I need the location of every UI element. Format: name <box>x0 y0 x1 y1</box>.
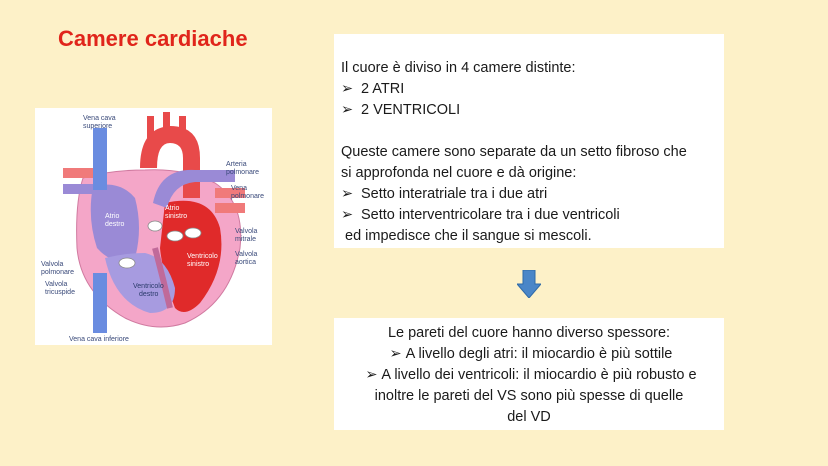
pulmonary-vein-left-2 <box>63 184 93 194</box>
label-valvola-tricuspide-1: Valvola <box>45 281 68 288</box>
box2-bullet-ventricoli-line3: del VD <box>507 409 551 425</box>
pulmonary-vein-2 <box>215 203 245 213</box>
label-valvola-aortica-1: Valvola <box>235 251 258 258</box>
valve-tricuspid <box>119 258 135 268</box>
box1-bullet-interatriale-text: Setto interatriale tra i due atri <box>361 186 548 202</box>
aorta-branch-2 <box>163 112 170 132</box>
aorta-branch-3 <box>179 116 186 136</box>
bullet-arrow-icon: ➢ <box>341 186 354 202</box>
box2-bullet-ventricoli-line2: inoltre le pareti del VS sono più spesse di quelle <box>374 388 684 404</box>
aorta-branch-1 <box>147 116 154 138</box>
heart-diagram-svg <box>35 108 272 345</box>
box1-bullet-interventricolare-text: Setto interventricolare tra i due ventricoli <box>361 207 620 223</box>
bullet-arrow-icon: ➢ <box>365 367 378 383</box>
heart-diagram <box>35 108 272 345</box>
chambers-text-box <box>334 34 724 248</box>
box1-bullet-interventricolare <box>341 205 714 226</box>
box1-bullet-atri <box>341 79 714 100</box>
vena-cava-inferior <box>93 273 107 333</box>
label-ventricolo-sinistro-2: sinistro <box>187 261 210 268</box>
label-vena-polmonare-1: Vena <box>231 185 247 192</box>
label-valvola-mitrale-1: Valvola <box>235 228 258 235</box>
label-ventricolo-sinistro-1: Ventricolo <box>187 253 218 260</box>
valve-pulmonary <box>148 221 162 231</box>
label-vena-polmonare-2: polmonare <box>231 193 265 200</box>
box2-bullet-ventricoli <box>340 365 718 386</box>
label-valvola-tricuspide-2: tricuspide <box>45 289 75 296</box>
down-arrow-icon <box>517 270 541 298</box>
label-atrio-sinistro-1: Atrio <box>165 205 180 212</box>
label-valvola-polmonare-2: polmonare <box>41 269 75 276</box>
label-valvola-aortica-2: aortica <box>235 259 257 266</box>
spacer <box>341 121 714 142</box>
box1-bullet-atri-text: 2 ATRI <box>361 81 405 97</box>
box2-bullet-ventricoli-text: A livello dei ventricoli: il miocardio è più robusto e <box>381 367 697 383</box>
box2-intro: Le pareti del cuore hanno diverso spessore: <box>387 325 671 341</box>
box1-para2: si approfonda nel cuore e dà origine: <box>341 165 577 181</box>
box1-intro: Il cuore è diviso in 4 camere distinte: <box>341 60 576 76</box>
label-arteria-polmonare-1: Arteria <box>226 161 247 168</box>
label-vena-cava-superiore-2: superiore <box>83 123 113 130</box>
bullet-arrow-icon: ➢ <box>341 207 354 223</box>
box1-bullet-interatriale <box>341 184 714 205</box>
label-atrio-sinistro-2: sinistro <box>165 213 188 220</box>
label-atrio-destro-2: destro <box>105 221 125 228</box>
pulmonary-vein-left-1 <box>63 168 93 178</box>
box1-closing: ed impedisce che il sangue si mescoli. <box>345 228 592 244</box>
box1-bullet-ventricoli-text: 2 VENTRICOLI <box>361 102 461 118</box>
label-aorta: Aorta <box>161 155 178 162</box>
box2-bullet-atri <box>340 344 718 365</box>
box1-bullet-ventricoli <box>341 100 714 121</box>
label-vena-cava-inferiore: Vena cava inferiore <box>69 336 129 343</box>
bullet-arrow-icon: ➢ <box>341 81 354 97</box>
label-atrio-destro-1: Atrio <box>105 213 120 220</box>
label-valvola-polmonare-1: Valvola <box>41 261 64 268</box>
valve-mitral <box>185 228 201 238</box>
label-ventricolo-destro-2: destro <box>139 291 159 298</box>
label-arteria-polmonare-2: polmonare <box>226 169 260 176</box>
box1-para1: Queste camere sono separate da un setto fibroso che <box>341 144 687 160</box>
label-vena-cava-superiore-1: Vena cava <box>83 115 116 122</box>
vena-cava-superior <box>93 128 107 190</box>
bullet-arrow-icon: ➢ <box>389 346 402 362</box>
valve-aortic <box>167 231 183 241</box>
label-valvola-mitrale-2: mitrale <box>235 236 257 243</box>
box2-bullet-atri-text: A livello degli atri: il miocardio è più sottile <box>405 346 673 362</box>
slide-title: Camere cardiache <box>58 26 248 51</box>
label-ventricolo-destro-1: Ventricolo <box>133 283 164 290</box>
bullet-arrow-icon: ➢ <box>341 102 354 118</box>
wall-thickness-box <box>334 318 724 430</box>
